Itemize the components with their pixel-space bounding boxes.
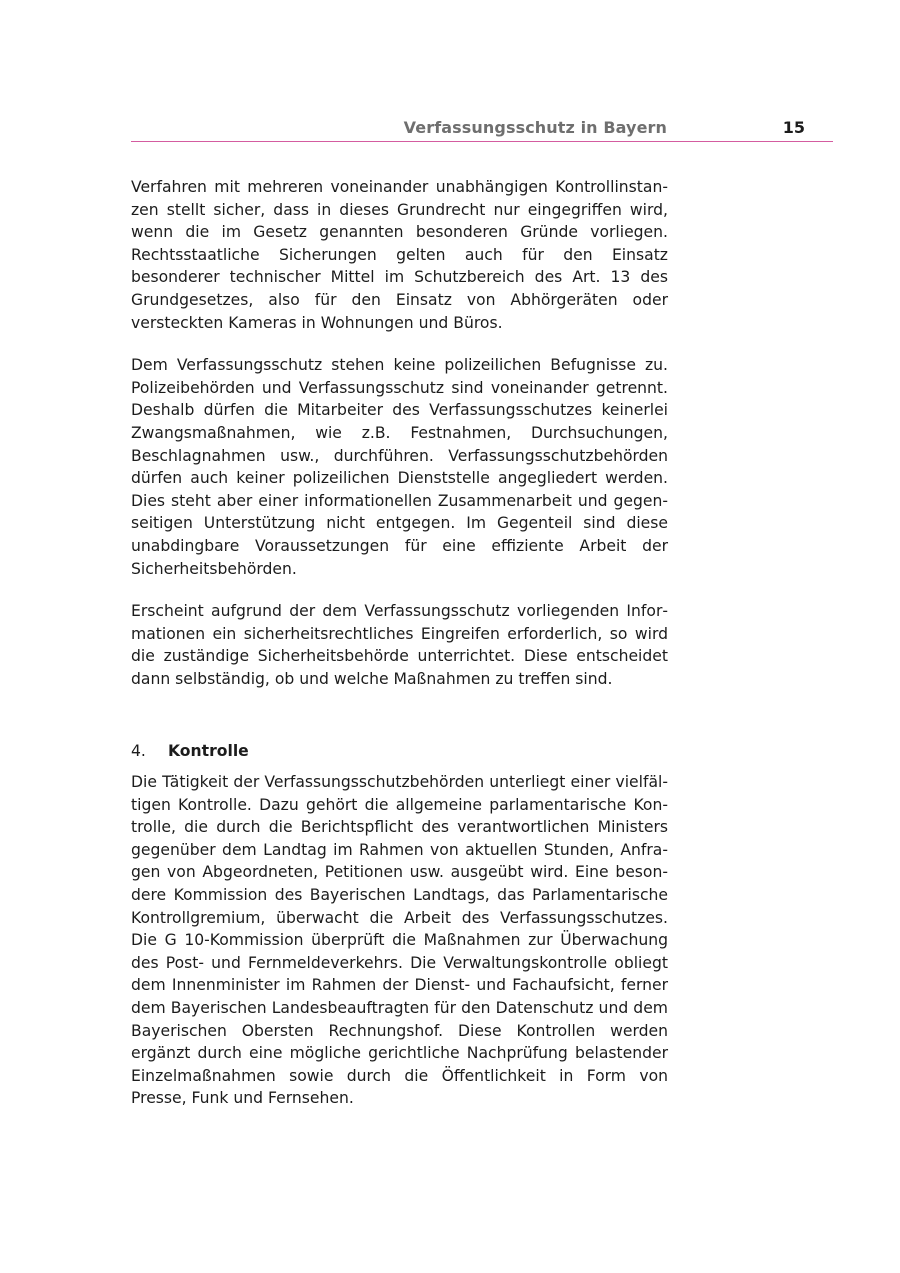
paragraph-2: Dem Verfassungsschutz stehen keine polizeilichen Befugnisse zu. Polizeibehörden und Verfassungsschutz sind voneinander getrennt. Deshalb dürfen die Mitarbeiter des Verfassungsschutzes keinerlei Zwangsmaßnahmen, wie z.B. Festnahmen, Durchsuchungen, Beschlagnahmen usw., durchführen. Verfassungsschutzbehörden dürfen auch keiner polizeilichen Dienststelle angegliedert werden. Dies steht aber einer informationellen Zusammenarbeit und gegenseitigen Unterstützung nicht entgegen. Im Gegenteil sind diese unabdingbare Voraussetzungen für eine effiziente Arbeit der Sicherheitsbehörden. <box>131 356 668 578</box>
section-title: Kontrolle <box>168 742 249 761</box>
section-paragraph: Die Tätigkeit der Verfassungsschutzbehörden unterliegt einer vielfältigen Kontrolle. Dazu gehört die allgemeine parlamentarische Kontrolle, die durch die Berichtspflicht des verantwortlichen Ministers gegenüber dem Landtag im Rahmen von aktuellen Stunden, Anfragen von Abgeordneten, Petitionen usw. ausgeübt wird. Eine besondere Kommission des Bayerischen Landtags, das Parlamentarische Kontrollgremium, überwacht die Arbeit des Verfassungsschutzes. Die G 10-Kommission überprüft die Maßnahmen zur Überwachung des Post- und Fernmeldeverkehrs. Die Verwaltungskontrolle obliegt dem Innenminister im Rahmen der Dienst- und Fachaufsicht, ferner dem Bayerischen Landesbeauftragten für den Datenschutz und dem Bayerischen Obersten Rechnungshof. Diese Kontrollen werden ergänzt durch eine mögliche gerichtliche Nachprüfung belastender Einzelmaßnahmen sowie durch die Öffentlichkeit in Form von Presse, Funk und Fernsehen. <box>131 773 668 1108</box>
running-header <box>131 118 833 142</box>
paragraph-3: Erscheint aufgrund der dem Verfassungsschutz vorliegenden Informationen ein sicherheitsrechtliches Eingreifen erforderlich, so wird die zuständige Sicherheitsbehörde unterrichtet. Diese entscheidet dann selbständig, ob und welche Maßnahmen zu treffen sind. <box>131 602 668 688</box>
body-text <box>131 176 668 1130</box>
header-divider <box>131 141 833 142</box>
section-heading <box>131 740 668 763</box>
section-number: 4. <box>131 742 146 761</box>
paragraph-1: Verfahren mit mehreren voneinander unabhängigen Kontrollinstanzen stellt sicher, dass in dieses Grundrecht nur eingegriffen wird, wenn die im Gesetz genannten besonderen Gründe vorliegen. Rechtsstaatliche Sicherungen gelten auch für den Einsatz besonderer technischer Mittel im Schutzbereich des Art. 13 des Grundgesetzes, also für den Einsatz von Abhörgeräten oder versteckten Kameras in Wohnungen und Büros. <box>131 178 668 332</box>
running-header-title: Verfassungsschutz in Bayern <box>403 118 667 137</box>
page-number: 15 <box>782 118 805 137</box>
